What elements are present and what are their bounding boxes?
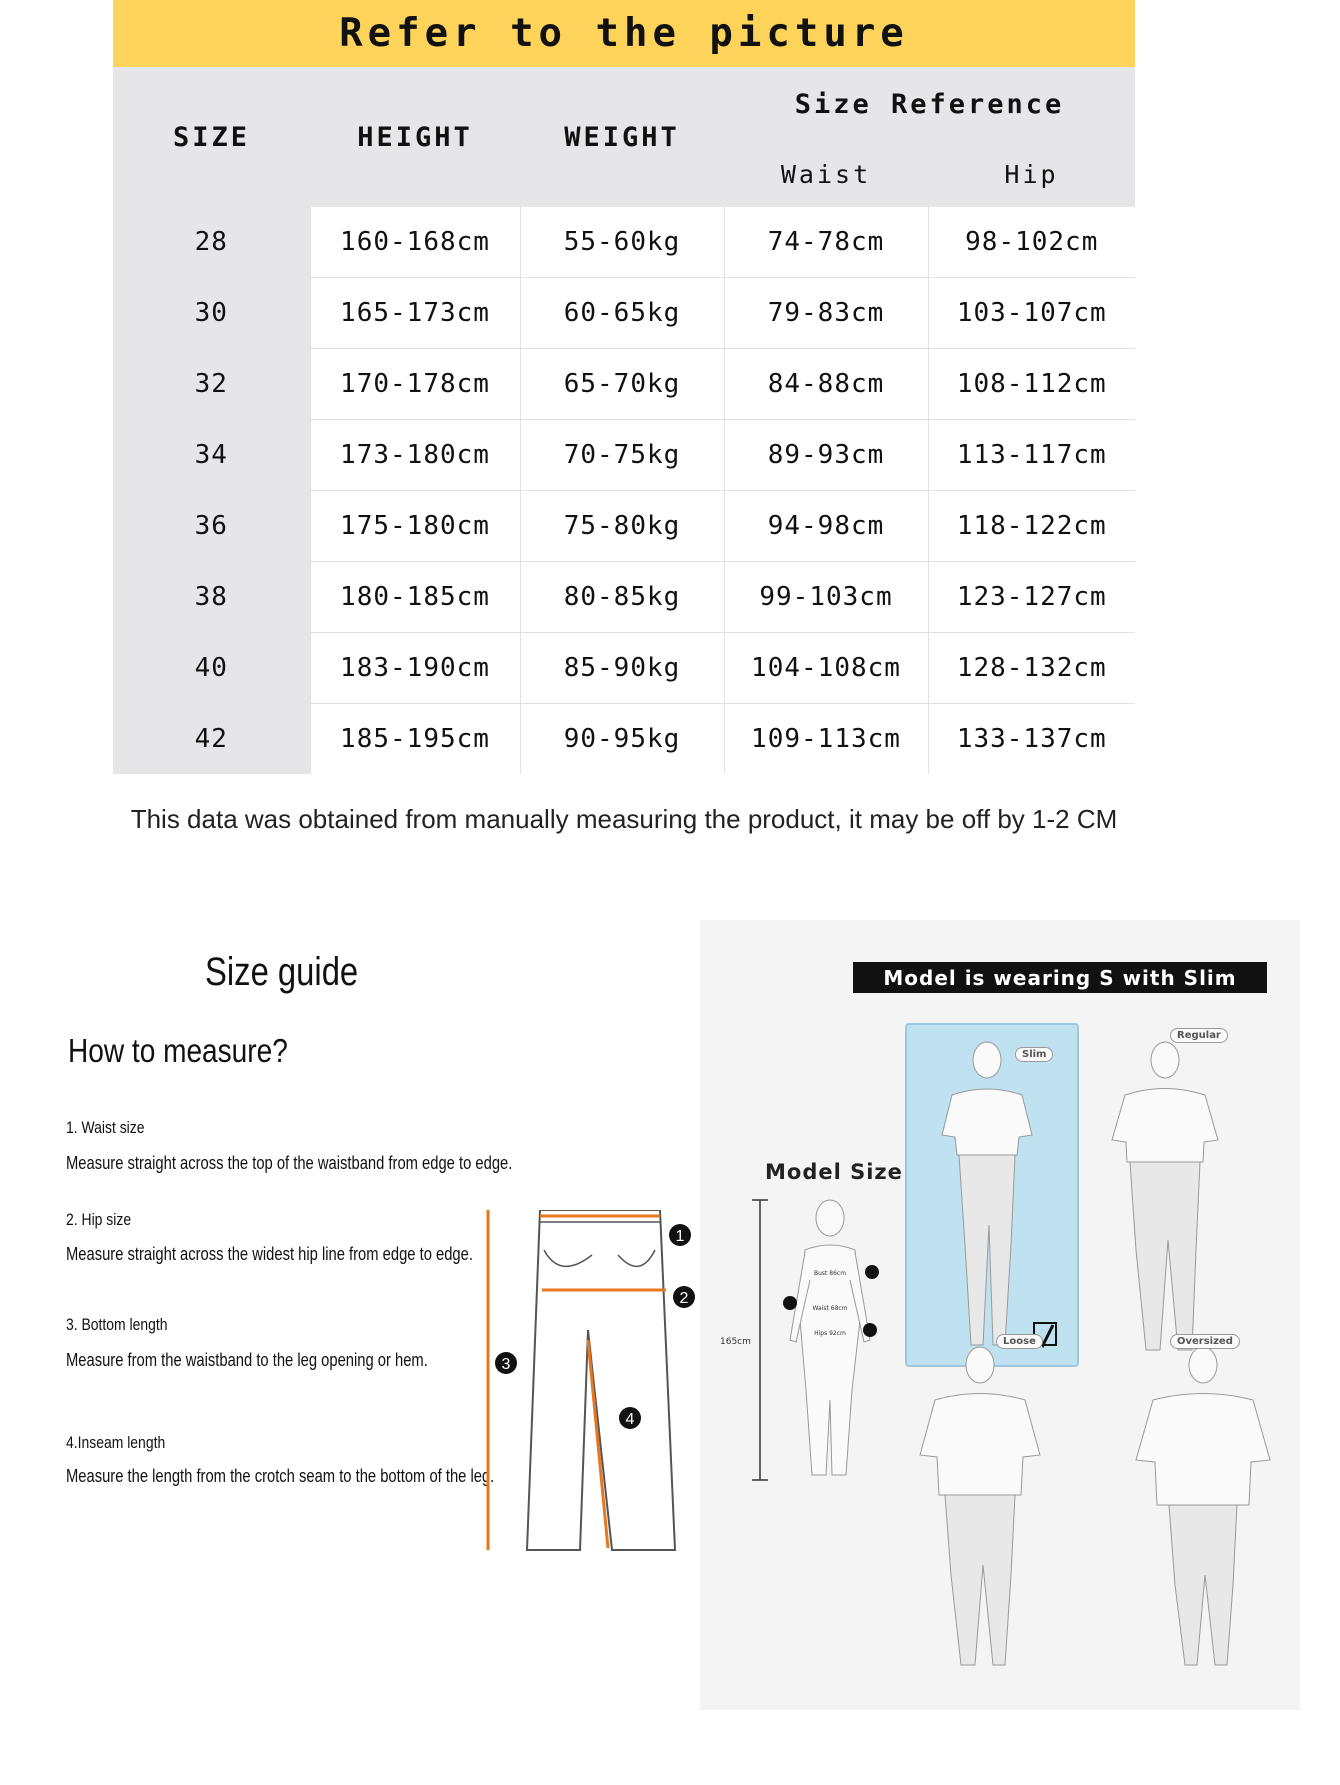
size-guide-title: Size guide <box>205 950 359 994</box>
fit-tag-loose: Loose <box>996 1334 1043 1349</box>
step-bottom-desc: Measure from the waistband to the leg opening or hem. <box>66 1350 428 1370</box>
header-height: HEIGHT <box>310 67 520 207</box>
weight-cell: 80-85kg <box>520 562 724 633</box>
fit-tag-regular: Regular <box>1170 1028 1228 1043</box>
hip-cell: 103-107cm <box>928 278 1135 349</box>
height-cell: 160-168cm <box>310 207 520 278</box>
weight-cell: 85-90kg <box>520 633 724 704</box>
waist-cell: 79-83cm <box>724 278 928 349</box>
waist-cell: 74-78cm <box>724 207 928 278</box>
model-body-figure <box>720 1190 900 1490</box>
size-cell: 38 <box>113 562 310 633</box>
weight-cell: 90-95kg <box>520 704 724 775</box>
size-cell: 30 <box>113 278 310 349</box>
size-cell: 28 <box>113 207 310 278</box>
how-to-measure-heading: How to measure? <box>68 1032 288 1069</box>
hip-cell: 98-102cm <box>928 207 1135 278</box>
header-size: SIZE <box>113 67 310 207</box>
weight-cell: 70-75kg <box>520 420 724 491</box>
weight-cell: 75-80kg <box>520 491 724 562</box>
height-cell: 180-185cm <box>310 562 520 633</box>
table-row <box>113 562 1135 633</box>
measurement-note: This data was obtained from manually measuring the product, it may be off by 1-2 CM <box>130 804 1118 834</box>
step-inseam-desc: Measure the length from the crotch seam to the bottom of the leg. <box>66 1466 495 1486</box>
oversized-figure <box>1135 1345 1275 1685</box>
waist-cell: 89-93cm <box>724 420 928 491</box>
height-cell: 185-195cm <box>310 704 520 775</box>
height-cell: 175-180cm <box>310 491 520 562</box>
waist-cell: 109-113cm <box>724 704 928 775</box>
fit-tag-oversized: Oversized <box>1170 1334 1240 1349</box>
hip-cell: 113-117cm <box>928 420 1135 491</box>
height-cell: 183-190cm <box>310 633 520 704</box>
size-cell: 42 <box>113 704 310 775</box>
marker-2-label: 2 <box>679 1290 689 1307</box>
waist-cell: 84-88cm <box>724 349 928 420</box>
hips-label: Hips 92cm <box>814 1330 846 1337</box>
weight-cell: 60-65kg <box>520 278 724 349</box>
waist-cell: 94-98cm <box>724 491 928 562</box>
marker-3-label: 3 <box>501 1356 511 1373</box>
loose-figure <box>915 1345 1045 1685</box>
size-cell: 34 <box>113 420 310 491</box>
hip-cell: 128-132cm <box>928 633 1135 704</box>
height-cell: 165-173cm <box>310 278 520 349</box>
pants-measurement-diagram <box>470 1210 700 1570</box>
size-guide-section <box>0 890 700 1590</box>
header-hip: Hip <box>928 141 1135 207</box>
hip-cell: 118-122cm <box>928 491 1135 562</box>
step-waist-desc: Measure straight across the top of the waistband from edge to edge. <box>66 1153 513 1173</box>
marker-4-label: 4 <box>625 1411 635 1428</box>
regular-figure <box>1100 1040 1230 1370</box>
table-row <box>113 349 1135 420</box>
model-size-label: Model Size <box>765 1160 903 1184</box>
step-waist-title: 1. Waist size <box>66 1118 145 1137</box>
model-wearing-banner: Model is wearing S with Slim <box>853 962 1267 993</box>
step-hip-title: 2. Hip size <box>66 1210 132 1229</box>
table-row <box>113 704 1135 775</box>
table-row <box>113 278 1135 349</box>
model-height-label: 165cm <box>720 1337 751 1347</box>
weight-cell: 55-60kg <box>520 207 724 278</box>
table-row <box>113 633 1135 704</box>
table-row <box>113 491 1135 562</box>
step-bottom-title: 3. Bottom length <box>66 1315 168 1334</box>
bust-label: Bust 86cm <box>813 1270 847 1277</box>
model-fit-section <box>700 920 1300 1710</box>
slim-figure <box>907 1025 1077 1365</box>
hip-cell: 123-127cm <box>928 562 1135 633</box>
height-cell: 170-178cm <box>310 349 520 420</box>
title-banner: Refer to the picture <box>113 0 1135 67</box>
header-waist: Waist <box>724 141 928 207</box>
marker-1-label: 1 <box>675 1228 685 1245</box>
waist-label: Waist 68cm <box>812 1305 848 1312</box>
slim-fit-panel <box>905 1023 1079 1367</box>
waist-cell: 104-108cm <box>724 633 928 704</box>
hip-cell: 133-137cm <box>928 704 1135 775</box>
step-hip-desc: Measure straight across the widest hip line from edge to edge. <box>66 1244 473 1264</box>
waist-cell: 99-103cm <box>724 562 928 633</box>
table-row <box>113 420 1135 491</box>
step-inseam-title: 4.Inseam length <box>66 1433 166 1452</box>
header-size-reference: Size Reference <box>724 67 1135 141</box>
weight-cell: 65-70kg <box>520 349 724 420</box>
hip-cell: 108-112cm <box>928 349 1135 420</box>
size-cell: 32 <box>113 349 310 420</box>
size-cell: 36 <box>113 491 310 562</box>
table-row <box>113 207 1135 278</box>
size-chart-table <box>113 67 1135 774</box>
height-cell: 173-180cm <box>310 420 520 491</box>
header-weight: WEIGHT <box>520 67 724 207</box>
size-cell: 40 <box>113 633 310 704</box>
fit-tag-slim: Slim <box>1015 1047 1053 1062</box>
